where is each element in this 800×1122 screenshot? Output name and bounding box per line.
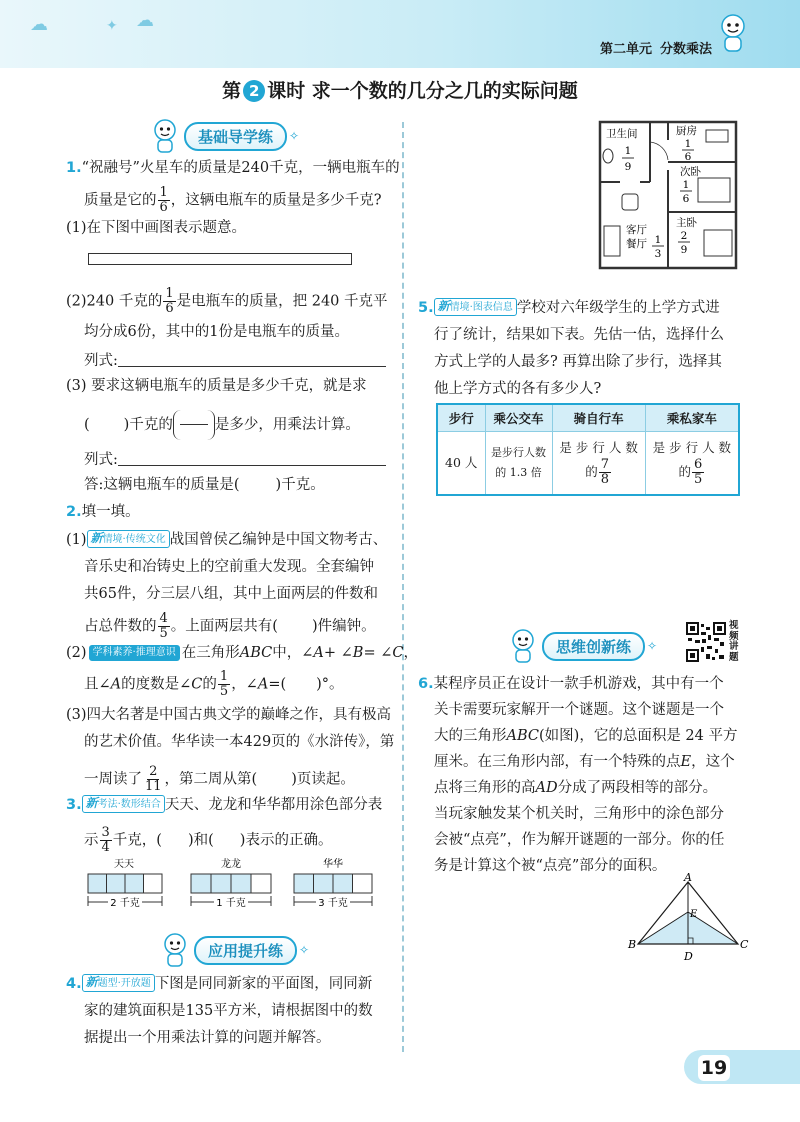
q6-line6: 当玩家触发某个机关时，三角形中的涂色部分 [434,806,724,822]
room-name: 客厅 [626,224,647,236]
sparkle-icon: ✦ [106,18,118,34]
text: 下图是同同新家的平面图，同同新 [154,976,373,992]
text: 天天、龙龙和华华都用涂色部分表 [164,797,383,813]
q2-title [66,502,140,522]
table-cell [485,431,552,495]
q3-bars-figure [80,856,380,922]
table-icon [622,194,638,210]
q1-answer [84,475,325,495]
text: 战国曾侯乙编钟是中国文物考古、 [169,532,388,548]
mascot-icon [716,12,750,54]
q2-s3-line2: 的艺术价值。华华读一本429页的《水浒传》，第 [84,734,395,750]
cell-text: 是 步 行 人 数 [559,440,638,456]
text: 在三角形 [181,645,240,661]
cell-text: 的 1.3 倍 [495,465,542,479]
qr-label: 视频讲题 [729,620,739,663]
text: )件编钟。 [311,618,376,635]
label-c: C [740,938,749,951]
q2-s2-line2 [84,670,344,699]
text: 大的三角形 [434,728,507,744]
numerator: 1 [219,669,229,684]
q2-s3-line3 [84,765,355,794]
text: 学校对六年级学生的上学方式进 [516,300,720,316]
q3-bar-3 [294,857,372,909]
q3-line2 [84,826,332,855]
text: )页读起。 [291,771,355,788]
title-prefix: 第 [222,80,242,102]
text: + ∠ [323,645,353,661]
section-apply-header [160,932,309,968]
q5-line4: 他上学方式的各有多少人? [434,381,602,397]
star-icon: ✧ [299,943,310,957]
tag-badge: 学科素养·推理意识 [89,645,180,661]
q1-part2-line2: 均分成6份，其中的1份是电瓶车的质量。 [84,324,349,340]
q3-bar-2 [191,857,271,909]
q1-part2 [66,287,388,316]
question-number: 4. [66,976,82,992]
bar-weight: 2 千克 [110,898,140,909]
text: E [680,754,692,770]
q2-s3-line1: (3)四大名著是中国古典文学的巅峰之作，具有极高 [66,707,392,723]
room-name: 卫生间 [606,128,638,140]
cell-text: 40 人 [445,454,478,470]
q2-s1-line3: 共65件，分三层八组，其中上面两层的件数和 [84,586,378,602]
text: C [392,645,404,661]
text: ，这个 [691,754,735,770]
star-icon: ✧ [647,639,658,653]
tag-text: 情境·图表信息 [449,302,513,313]
text: 答:这辆电瓶车的质量是( [84,477,240,493]
question-number: 5. [418,300,434,316]
text: 且∠ [84,676,111,693]
text: 占总件数的 [84,618,157,635]
numerator: 1 [159,185,168,200]
sofa-icon [604,226,620,256]
table-header: 步行 [437,404,485,431]
table-cell [437,431,485,495]
answer-line[interactable] [118,451,386,466]
section-label: 基础导学练 [184,122,287,151]
q1-part1: (1)在下图中画图表示题意。 [66,220,247,236]
q4-line2: 家的建筑面积是135平方米，请根据图中的数 [84,1003,373,1019]
text: “祝融号”火星车的质量是240千克，一辆电瓶车的 [81,160,400,176]
text: ，第二周从第( [164,771,258,788]
text: )和( [187,832,214,849]
drawing-bar[interactable] [88,253,352,265]
room-frac-d: 6 [684,151,692,163]
text: ( [84,417,90,433]
text: =( [268,676,287,693]
text: 的度数是∠ [121,676,192,693]
text: A [257,676,269,693]
bar-shade [294,874,353,893]
bar-name: 天天 [114,859,134,870]
q6-line1 [418,674,724,694]
text: C [191,676,203,693]
question-number: 3. [66,797,82,813]
table-header: 乘公交车 [485,404,552,431]
q2-s1-line4 [84,612,376,641]
q1-part3-line2 [84,410,360,440]
q3-line1 [66,795,382,815]
cell-text: 是 步 行 人 数 [652,440,732,456]
room-frac-n: 1 [682,179,690,191]
text: ，这辆电瓶车的质量是多少千克? [170,192,382,209]
q6-line7: 会被“点亮”，作为解开谜题的一部分。你的任 [434,832,725,848]
fraction [100,826,112,855]
cell-text: 是步行人数 [491,445,547,459]
room-frac-d: 9 [680,244,688,256]
text: A [110,676,122,693]
label-b: B [628,938,637,951]
mascot-icon [150,118,180,154]
lesson-number-badge: 2 [243,80,265,102]
text: 某程序员正在设计一款手机游戏，其中有一个 [433,676,724,692]
numerator: 1 [165,286,174,301]
text: AD [535,780,558,796]
table-header: 骑自行车 [552,404,645,431]
tag-text: 考法·数形结合 [97,799,161,810]
text: 示 [84,832,99,849]
room-frac-d: 6 [682,193,690,205]
text: 的 [202,676,217,693]
denominator: 11 [145,779,162,794]
floor-plan-figure [598,120,740,270]
text: ABC [239,645,273,661]
fraction [692,458,704,487]
room-frac-d: 9 [624,161,632,173]
denominator: 6 [159,200,168,215]
q6-line8: 务是计算这个被“点亮”部分的面积。 [434,858,667,874]
denominator: 8 [600,472,610,488]
mascot-icon [508,628,538,664]
fraction [158,612,170,641]
tag-badge [82,974,155,992]
bed-icon [704,230,732,256]
fraction [158,186,170,215]
q5-line3: 方式上学的人最多? 再算出除了步行，选择其 [434,354,722,370]
text: 填一填。 [81,504,140,520]
room-frac-d: 3 [654,248,662,260]
cell-text: 的 [585,464,598,480]
text: ， [403,645,418,661]
numerator: 4 [159,611,168,626]
bar-shade [191,874,251,893]
q6-line3 [434,726,737,746]
unit-number: 第二单元 [599,42,652,57]
section-basic-header [150,118,299,154]
bed-icon [698,178,730,202]
room-name: 餐厅 [626,238,647,250]
tag-badge [82,795,165,813]
tag-text: 题型·开放题 [97,978,151,989]
denominator: 5 [693,472,703,488]
label-d: D [684,950,693,963]
cell-text: 的 [678,464,691,480]
text: (2)240 千克的 [66,293,163,310]
text: B [352,645,364,661]
bar-weight: 3 千克 [318,898,348,909]
q2-s1-line1 [66,530,387,550]
room-frac-n: 1 [684,138,692,150]
table-cell [552,431,645,495]
cloud-icon: ☁ [136,10,154,31]
triangle-figure [626,872,756,964]
q2-s2-line1 [66,643,418,663]
denominator: 6 [165,301,174,316]
room-frac-n: 1 [654,234,662,246]
text: )表示的正确。 [239,832,333,849]
toilet-icon [603,149,613,163]
new-mark: 新 [90,531,103,545]
unit-name: 分数乘法 [659,42,712,57]
text: )千克的 [123,417,173,433]
text: (如图)，它的总面积是 24 平方 [539,728,738,744]
bar-name: 华华 [323,859,343,870]
page-number: 19 [698,1055,730,1081]
new-mark: 新 [85,796,98,810]
question-number: 1. [66,160,82,176]
unit-label [600,38,712,57]
formula-label: 列式: [84,353,118,369]
text: 千克，( [112,832,162,849]
title-text: 课时 求一个数的几分之几的实际问题 [267,80,578,102]
bar-name: 龙龙 [221,859,241,870]
text: 分成了两段相等的部分。 [557,780,718,796]
text: 是电瓶车的质量，把 240 千克平 [176,293,388,310]
cloud-icon: ☁ [30,14,48,35]
table-header: 乘私家车 [645,404,739,431]
table-row [437,431,739,495]
text: )°。 [316,676,344,693]
page-title [0,76,800,103]
stove-icon [706,130,728,142]
q1-line2 [84,186,382,215]
room-frac-n: 2 [680,230,688,242]
numerator: 7 [600,457,610,473]
denominator: 5 [159,626,168,641]
fraction [218,670,230,699]
text: A [313,645,324,661]
new-mark: 新 [437,299,450,313]
question-number: 2. [66,504,82,520]
answer-line[interactable] [118,352,386,367]
text: 质量是它的 [84,192,157,209]
text: ABC [506,728,539,744]
section-label: 应用提升练 [194,936,297,965]
room-frac-n: 1 [624,145,632,157]
q1-part3: (3) 要求这辆电瓶车的质量是多少千克，就是求 [66,378,367,394]
q2-s1-line2: 音乐史和冶铸史上的空前重大发现。全套编钟 [84,559,374,575]
q1-formula-row-2 [84,450,386,470]
denominator: 5 [219,684,229,699]
q4-line3: 据提出一个用乘法计算的问题并解答。 [84,1030,331,1046]
text: (1) [66,532,87,548]
fraction [163,287,175,316]
section-thinking-header [508,628,657,664]
text: )千克。 [275,477,325,493]
text: 点将三角形的高 [434,780,536,796]
header-band [0,0,800,68]
q5-line2: 行了统计，结果如下表。先估一估，选择什么 [434,327,724,343]
text: 中，∠ [272,645,314,661]
fraction-blank[interactable] [173,410,215,440]
q6-line2: 关卡需要玩家解开一个谜题。这个谜题是一个 [434,702,724,718]
q6-line4 [434,752,735,772]
fraction [143,765,164,794]
table-cell [645,431,739,495]
bar-weight: 1 千克 [216,898,246,909]
room-name: 次卧 [680,166,701,178]
column-divider [402,122,404,1052]
table-header-row [437,404,739,431]
room-name: 主卧 [676,217,697,229]
formula-label: 列式: [84,452,118,468]
qr-code-icon[interactable] [686,622,726,662]
text: 一周读了 [84,771,142,788]
numerator: 3 [101,825,110,840]
mascot-icon [160,932,190,968]
tag-badge [434,298,517,316]
text: = ∠ [363,645,393,661]
numerator: 2 [149,764,158,779]
q1-line1 [66,158,400,178]
commute-table [436,403,740,496]
q1-formula-row [84,351,386,371]
text: ，∠ [231,676,258,693]
fraction [599,458,611,487]
question-number: 6. [418,676,434,692]
tag-badge [87,530,170,548]
q5-line1 [418,298,720,318]
q3-bar-1 [88,858,162,909]
section-label: 思维创新练 [542,632,645,661]
q6-line5 [434,778,717,798]
label-a: A [684,872,692,884]
denominator: 4 [101,840,110,855]
text: 厘米。在三角形内部，有一个特殊的点 [434,754,681,770]
bar-shade [88,874,144,893]
text: 是多少，用乘法计算。 [214,417,360,433]
star-icon: ✧ [289,129,300,143]
text: 。上面两层共有( [170,618,278,635]
label-e: E [690,909,698,920]
tag-text: 情境·传统文化 [102,534,166,545]
new-mark: 新 [85,975,98,989]
text: (2) [66,645,87,661]
room-name: 厨房 [676,125,697,137]
numerator: 6 [693,457,703,473]
q4-line1 [66,974,372,994]
